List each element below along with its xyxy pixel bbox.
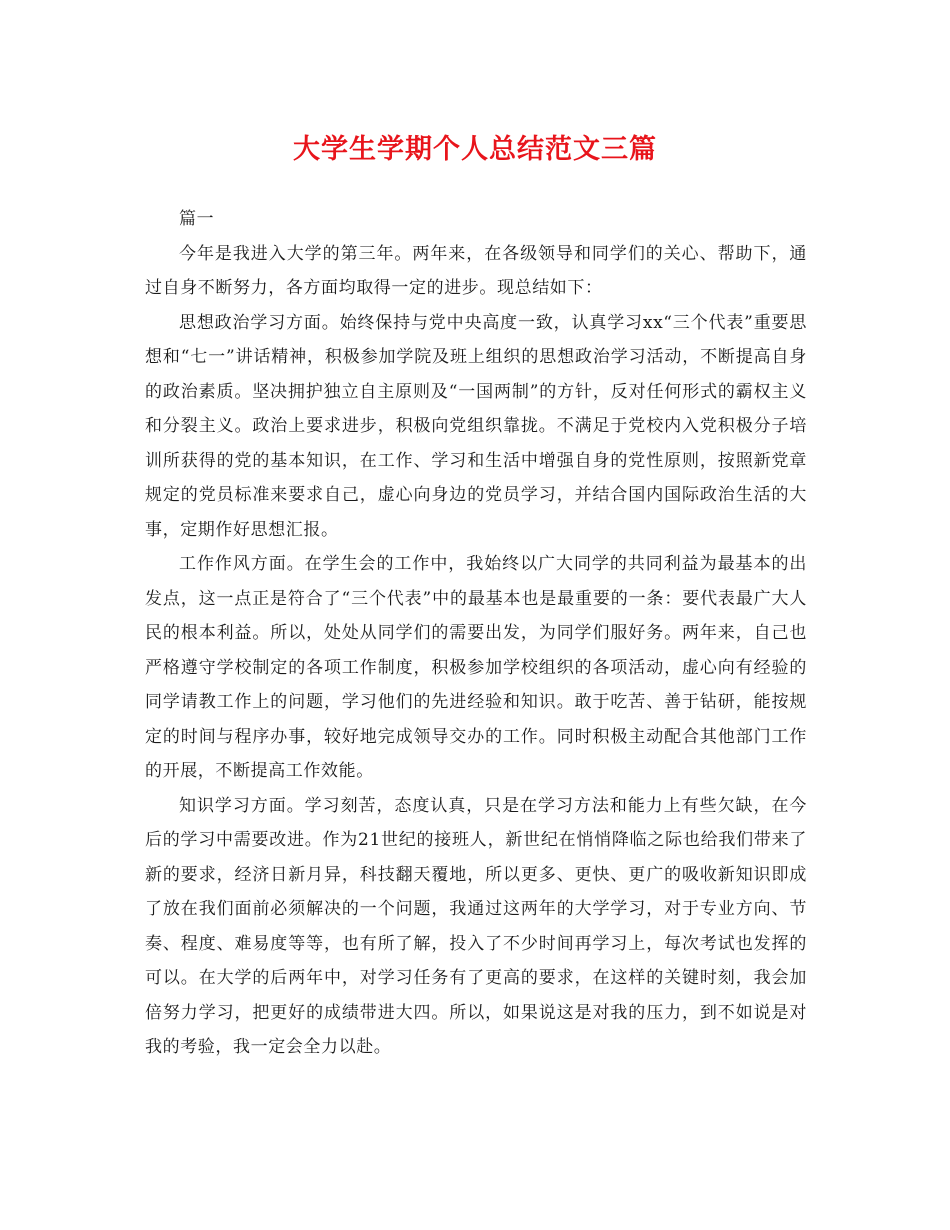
document-title: 大学生学期个人总结范文三篇 [293,134,657,165]
section-label: 篇一 [179,209,215,229]
document-body [145,202,807,1065]
paragraph-knowledge-study: 知识学习方面。学习刻苦，态度认真，只是在学习方法和能力上有些欠缺，在今后的学习中需要改进。作为21世纪的接班人，新世纪在悄悄降临之际也给我们带来了新的要求，经济日新月异，科技翻天覆地，所以更多、更快、更广的吸收新知识即成了放在我们面前必须解决的一个问题，我通过这两年的大学学习，对于专业方向、节奏、程度、难易度等等，也有所了解，投入了不少时间再学习上，每次考试也发挥的可以。在大学的后两年中，对学习任务有了更高的要求，在这样的关键时刻，我会加倍努力学习，把更好的成绩带进大四。所以，如果说这是对我的压力，到不如说是对我的考验，我一定会全力以赴。 [145,795,807,1057]
paragraph-work-style: 工作作风方面。在学生会的工作中，我始终以广大同学的共同利益为最基本的出发点，这一点正是符合了“三个代表”中的最基本也是最重要的一条：要代表最广大人民的根本利益。所以，处处从同学们的需要出发，为同学们服好务。两年来，自己也严格遵守学校制定的各项工作制度，积极参加学校组织的各项活动，虚心向有经验的同学请教工作上的问题，学习他们的先进经验和知识。敢于吃苦、善于钻研，能按规定的时间与程序办事，较好地完成领导交办的工作。同时积极主动配合其他部门工作的开展，不断提高工作效能。 [145,554,807,781]
paragraph-intro: 今年是我进入大学的第三年。两年来，在各级领导和同学们的关心、帮助下，通过自身不断努力，各方面均取得一定的进步。现总结如下： [145,243,807,298]
paragraph-political-study: 思想政治学习方面。始终保持与党中央高度一致，认真学习xx“三个代表”重要思想和“七一”讲话精神，积极参加学院及班上组织的思想政治学习活动，不断提高自身的政治素质。坚决拥护独立自主原则及“一国两制”的方针，反对任何形式的霸权主义和分裂主义。政治上要求进步，积极向党组织靠拢。不满足于党校内入党积极分子培训所获得的党的基本知识，在工作、学习和生活中增强自身的党性原则，按照新党章规定的党员标准来要求自己，虚心向身边的党员学习，并结合国内国际政治生活的大事，定期作好思想汇报。 [145,312,807,540]
